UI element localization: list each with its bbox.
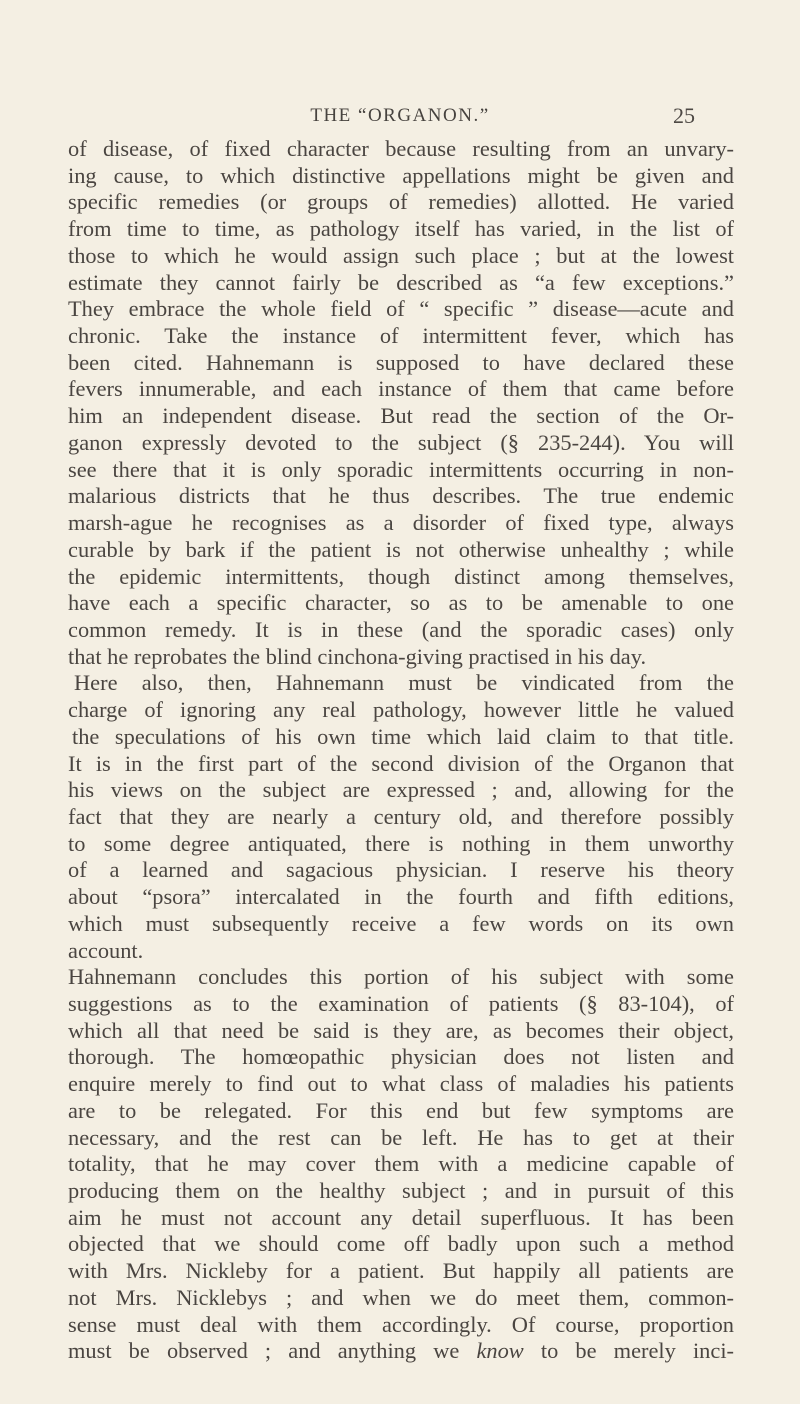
text-line-final — [68, 1338, 734, 1365]
text-line: totality, that he may cover them with a medicine capable of — [68, 1151, 734, 1177]
text-line: see there that it is only sporadic intermittents occurring in non- — [68, 456, 734, 482]
text-line: ganon expressly devoted to the subject (§ 235-244). You will — [68, 429, 734, 455]
text-line: been cited. Hahnemann is supposed to have declared these — [68, 349, 734, 375]
text-line: ing cause, to which distinctive appellations might be given and — [68, 162, 734, 188]
text-line: have each a specific character, so as to be amenable to one — [68, 590, 734, 616]
text-line: with Mrs. Nickleby for a patient. But happily all patients are — [68, 1258, 734, 1284]
text-line: suggestions as to the examination of patients (§ 83-104), of — [68, 991, 734, 1016]
text-line: to some degree antiquated, there is nothing in them unworthy — [68, 830, 734, 856]
paragraph-start-line: Hahnemann concludes this portion of his subject with some — [68, 964, 734, 990]
text-line: account. — [68, 937, 144, 963]
text-line: marsh-ague he recognises as a disorder of fixed type, always — [68, 510, 734, 536]
text-line: It is in the first part of the second division of the Organon that — [68, 750, 734, 776]
text-line: They embrace the whole field of “ specific ” disease—acute and — [68, 296, 734, 322]
text-line: common remedy. It is in these (and the sporadic cases) only — [68, 616, 734, 642]
text-line: fevers innumerable, and each instance of them that came before — [68, 376, 734, 402]
text-line: from time to time, as pathology itself has varied, in the list of — [68, 216, 734, 242]
running-head — [0, 103, 800, 129]
text-line: of disease, of fixed character because resulting from an unvary- — [68, 136, 734, 161]
text-line: fact that they are nearly a century old, and therefore possibly — [68, 803, 734, 829]
text-line: malarious districts that he thus describes. The true endemic — [68, 483, 734, 509]
text-line: him an independent disease. But read the section of the Or- — [68, 403, 734, 429]
text-line: producing them on the healthy subject ; and in pursuit of this — [68, 1178, 734, 1204]
text-line: estimate they cannot fairly be described as “a few exceptions.” — [68, 269, 734, 295]
text-line: sense must deal with them accordingly. Of course, proportion — [68, 1311, 734, 1337]
text-line: curable by bark if the patient is not otherwise unhealthy ; while — [68, 536, 734, 562]
text-line: that he reprobates the blind cinchona-giving practised in his day. — [68, 643, 647, 669]
running-title: THE “ORGANON.” — [310, 105, 490, 126]
text-line: the epidemic intermittents, though distinct among themselves, — [68, 563, 734, 589]
paragraph-start-line: Here also, then, Hahnemann must be vindicated from the — [74, 670, 734, 696]
text-line: about “psora” intercalated in the fourth and fifth editions, — [68, 884, 734, 910]
final-line-after: to be merely inci- — [523, 1338, 734, 1364]
text-line: enquire merely to find out to what class of maladies his patients — [68, 1071, 734, 1097]
text-line: aim he must not account any detail superfluous. It has been — [68, 1204, 734, 1230]
text-line: chronic. Take the instance of intermittent fever, which has — [68, 323, 734, 349]
text-line: which must subsequently receive a few words on its own — [68, 910, 734, 936]
text-line: of a learned and sagacious physician. I reserve his theory — [68, 857, 734, 883]
text-line: necessary, and the rest can be left. He has to get at their — [68, 1124, 734, 1150]
text-line: which all that need be said is they are, as becomes their object, — [68, 1017, 734, 1043]
text-line: are to be relegated. For this end but few symptoms are — [68, 1097, 734, 1123]
text-line: specific remedies (or groups of remedies) allotted. He varied — [68, 189, 734, 215]
text-line: his views on the subject are expressed ; and, allowing for the — [68, 777, 734, 803]
text-line: objected that we should come off badly upon such a method — [68, 1231, 734, 1257]
page-number: 25 — [673, 103, 695, 128]
text-line: the speculations of his own time which laid claim to that title. — [72, 723, 734, 749]
body-text — [68, 136, 734, 1365]
final-line-before: must be observed ; and anything we — [68, 1338, 477, 1364]
text-line: those to which he would assign such place ; but at the lowest — [68, 242, 734, 268]
text-line: charge of ignoring any real pathology, however little he valued — [68, 697, 734, 723]
text-line: not Mrs. Nicklebys ; and when we do meet them, common- — [68, 1284, 734, 1310]
text-line: thorough. The homœopathic physician does not listen and — [68, 1044, 734, 1070]
emphasized-word: know — [476, 1338, 524, 1364]
